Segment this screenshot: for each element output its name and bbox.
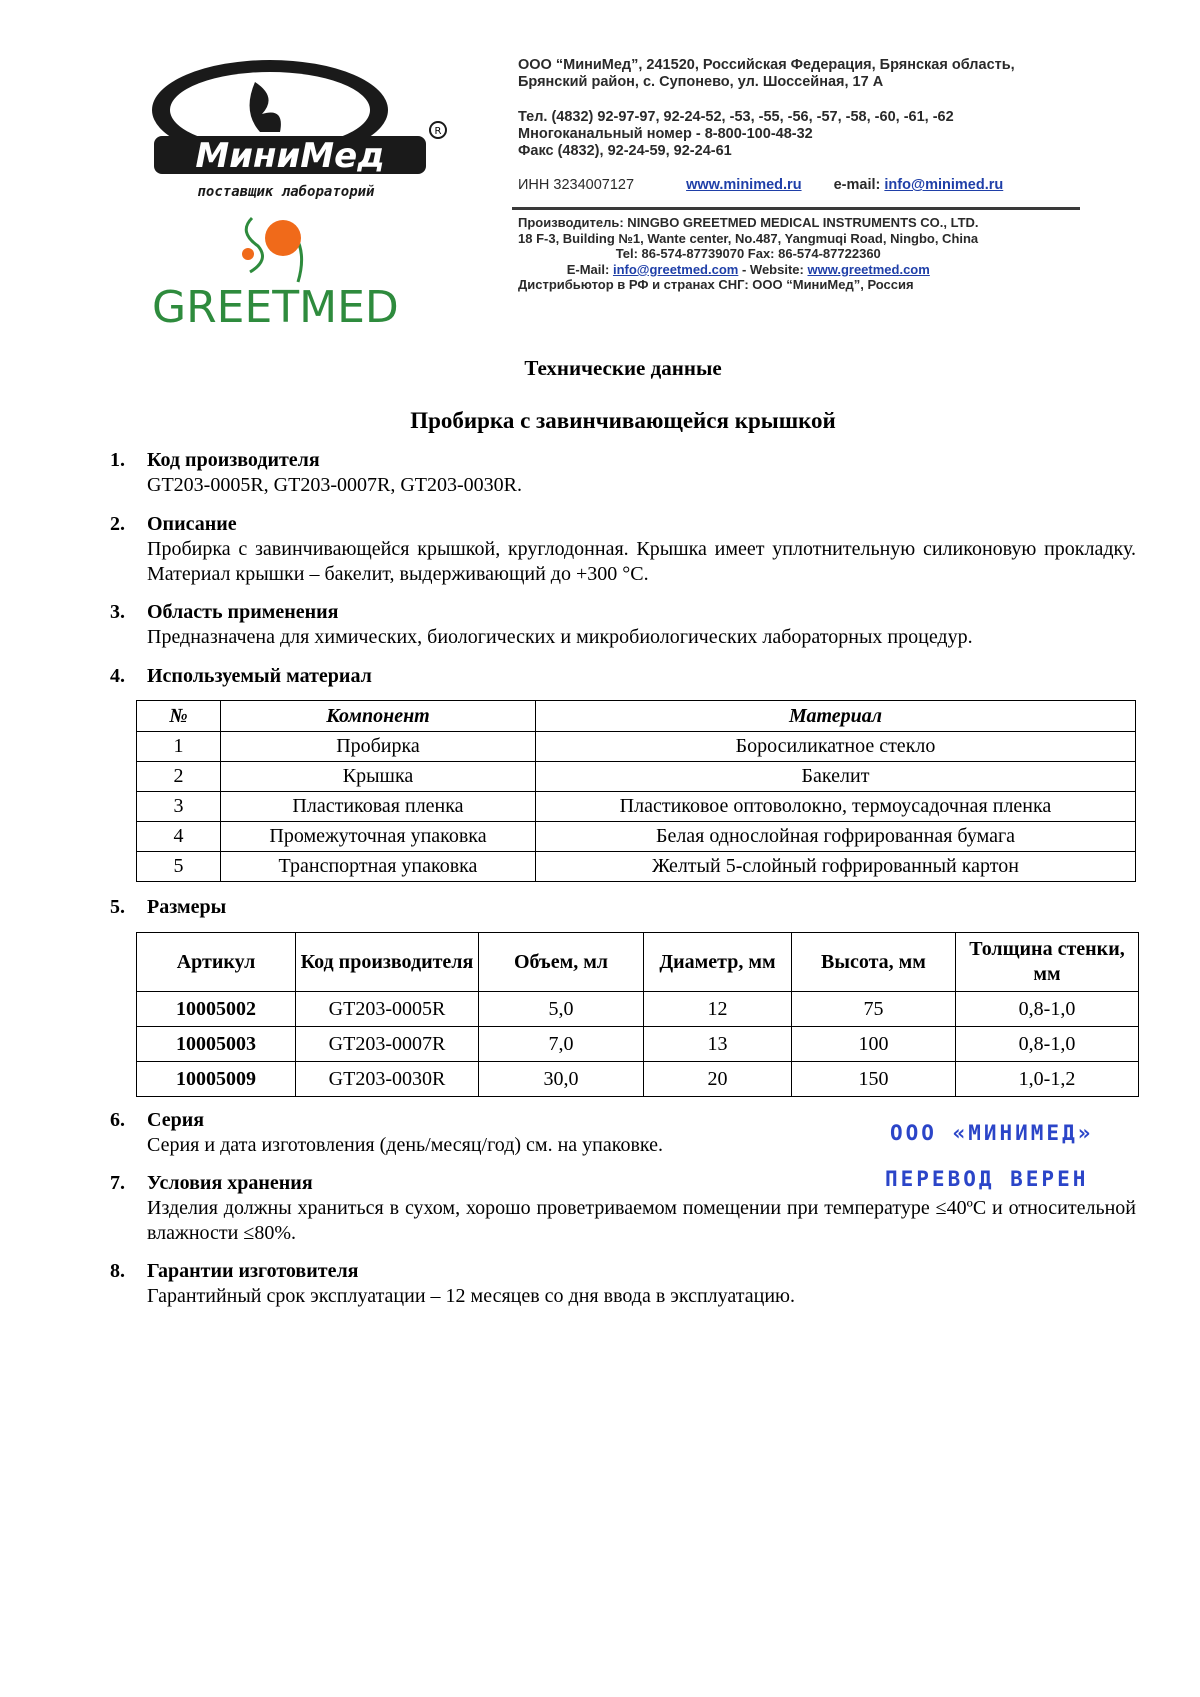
greetmed-logo-text: GREETMED	[152, 282, 399, 333]
section-heading: Гарантии изготовителя	[147, 1260, 359, 1282]
table-cell: 3	[137, 792, 221, 822]
multichannel-line: Многоканальный номер - 8-800-100-48-32	[518, 126, 813, 142]
company-line: Брянский район, с. Супонево, ул. Шоссейная, 17 А	[518, 74, 884, 90]
section-heading: Код производителя	[147, 449, 320, 471]
table-cell: Белая однослойная гофрированная бумага	[536, 822, 1136, 852]
phone-line: Тел. (4832) 92-97-97, 92-24-52, -53, -55, -56, -57, -58, -60, -61, -62	[518, 109, 954, 125]
section-heading: Размеры	[147, 896, 227, 918]
dimensions-table	[136, 932, 1139, 1097]
column-header: №	[137, 701, 221, 732]
table-cell: GT203-0007R	[296, 1027, 479, 1062]
column-header: Высота, мм	[792, 933, 956, 992]
section-number: 2.	[110, 513, 125, 535]
section-heading: Условия хранения	[147, 1172, 313, 1194]
column-header: Материал	[536, 701, 1136, 732]
maker-website-label: - Website:	[741, 261, 804, 277]
table-cell: GT203-0030R	[296, 1062, 479, 1097]
table-cell: Боросиликатное стекло	[536, 732, 1136, 762]
section-3	[110, 600, 1136, 650]
table-row	[137, 762, 1136, 792]
section-number: 4.	[110, 665, 125, 687]
company-line: ООО “МиниМед”, 241520, Российская Федерация, Брянская область,	[518, 57, 1015, 73]
company-address	[518, 57, 1015, 91]
section-number: 1.	[110, 449, 125, 471]
table-cell: Пробирка	[221, 732, 536, 762]
section-heading: Область применения	[147, 601, 339, 623]
maker-contacts	[518, 262, 979, 278]
column-header: Толщина стенки, мм	[956, 933, 1139, 992]
table-cell: 0,8-1,0	[956, 1027, 1139, 1062]
section-text: Предназначена для химических, биологических и микробиологических лабораторных процедур.	[147, 626, 973, 648]
fax-line: Факс (4832), 92-24-59, 92-24-61	[518, 143, 732, 159]
section-8	[110, 1259, 1136, 1309]
table-cell: Желтый 5-слойный гофрированный картон	[536, 852, 1136, 882]
inn: ИНН 3234007127	[518, 177, 635, 193]
maker-tel: Tel: 86-574-87739070 Fax: 86-574-87722360	[615, 246, 881, 262]
table-cell: 13	[644, 1027, 792, 1062]
table-cell: 7,0	[479, 1027, 644, 1062]
minimed-logo-text: МиниМед	[195, 136, 385, 176]
section-text: Изделия должны храниться в сухом, хорошо проветриваемом помещении при температуре ≤40ºС и относительной влажности ≤80%.	[147, 1197, 1136, 1244]
section-2	[110, 512, 1136, 587]
table-cell: 5,0	[479, 992, 644, 1027]
email-link[interactable]: info@minimed.ru	[884, 177, 1004, 193]
section-heading: Серия	[147, 1109, 205, 1131]
column-header: Диаметр, мм	[644, 933, 792, 992]
table-cell: 150	[792, 1062, 956, 1097]
translation-stamp-verified: ПЕРЕВОД ВЕРЕН	[885, 1167, 1089, 1191]
materials-table	[136, 700, 1136, 882]
section-4	[110, 664, 1136, 689]
header-divider	[512, 207, 1080, 210]
maker-line: Производитель: NINGBO GREETMED MEDICAL INSTRUMENTS CO., LTD.	[518, 215, 979, 230]
table-cell: GT203-0005R	[296, 992, 479, 1027]
table-cell: Пластиковая пленка	[221, 792, 536, 822]
table-cell: 1,0-1,2	[956, 1062, 1139, 1097]
product-title: Пробирка с завинчивающейся крышкой	[410, 408, 836, 433]
section-5	[110, 895, 1136, 920]
table-cell: 5	[137, 852, 221, 882]
table-cell: 30,0	[479, 1062, 644, 1097]
maker-line: 18 F-3, Building №1, Wante center, No.487, Yangmuqi Road, Ningbo, China	[518, 230, 979, 246]
table-cell: 4	[137, 822, 221, 852]
email-label: e-mail:	[833, 177, 881, 193]
table-cell: 0,8-1,0	[956, 992, 1139, 1027]
section-text: GT203-0005R, GT203-0007R, GT203-0030R.	[147, 474, 522, 496]
section-number: 7.	[110, 1172, 125, 1194]
table-row	[137, 792, 1136, 822]
section-number: 8.	[110, 1260, 125, 1282]
table-cell: Промежуточная упаковка	[221, 822, 536, 852]
column-header: Артикул	[137, 933, 296, 992]
table-cell: 100	[792, 1027, 956, 1062]
table-cell: 1	[137, 732, 221, 762]
section-number: 5.	[110, 896, 125, 918]
section-text: Серия и дата изготовления (день/месяц/год) см. на упаковке.	[147, 1134, 663, 1156]
table-cell: Транспортная упаковка	[221, 852, 536, 882]
svg-text:R: R	[434, 126, 442, 137]
table-row	[137, 852, 1136, 882]
table-cell: 10005009	[137, 1062, 296, 1097]
maker-website-link[interactable]: www.greetmed.com	[807, 261, 930, 277]
section-heading: Описание	[147, 513, 237, 535]
table-cell: 10005002	[137, 992, 296, 1027]
table-row	[137, 1027, 1139, 1062]
table-header-row	[137, 701, 1136, 732]
website-link[interactable]: www.minimed.ru	[686, 177, 802, 193]
greetmed-logo	[150, 212, 420, 342]
minimed-logo-tagline: поставщик лабораторий	[197, 184, 375, 200]
table-cell: Бакелит	[536, 762, 1136, 792]
section-number: 3.	[110, 601, 125, 623]
table-cell: 2	[137, 762, 221, 792]
section-6	[110, 1108, 770, 1158]
column-header: Объем, мл	[479, 933, 644, 992]
table-row	[137, 1062, 1139, 1097]
translation-stamp-company: ООО «МИНИМЕД»	[890, 1121, 1094, 1145]
page-title: Технические данные	[524, 356, 722, 380]
section-heading: Используемый материал	[147, 665, 372, 687]
table-row	[137, 732, 1136, 762]
section-number: 6.	[110, 1109, 125, 1131]
table-header-row	[137, 933, 1139, 992]
section-text: Гарантийный срок эксплуатации – 12 месяцев со дня ввода в эксплуатацию.	[147, 1285, 795, 1307]
table-cell: 10005003	[137, 1027, 296, 1062]
table-cell: Пластиковое оптоволокно, термоусадочная пленка	[536, 792, 1136, 822]
column-header: Код производителя	[296, 933, 479, 992]
distributor-line: Дистрибьютор в РФ и странах СНГ: ООО “МиниМед”, Россия	[518, 277, 914, 293]
maker-email-label: E-Mail:	[566, 261, 610, 277]
table-cell: 75	[792, 992, 956, 1027]
section-text: Пробирка с завинчивающейся крышкой, круглодонная. Крышка имеет уплотнительную силиконовую прокладку. Материал крышки – бакелит, выдерживающий до +300 °С.	[147, 538, 1136, 585]
table-row	[137, 822, 1136, 852]
column-header: Компонент	[221, 701, 536, 732]
table-cell: 12	[644, 992, 792, 1027]
table-cell: 20	[644, 1062, 792, 1097]
table-row	[137, 992, 1139, 1027]
company-ids	[518, 177, 1003, 194]
company-phones	[518, 109, 954, 160]
section-1	[110, 448, 1136, 498]
maker-email-link[interactable]: info@greetmed.com	[612, 261, 739, 277]
minimed-logo	[150, 52, 450, 202]
manufacturer-info	[518, 215, 979, 293]
table-cell: Крышка	[221, 762, 536, 792]
